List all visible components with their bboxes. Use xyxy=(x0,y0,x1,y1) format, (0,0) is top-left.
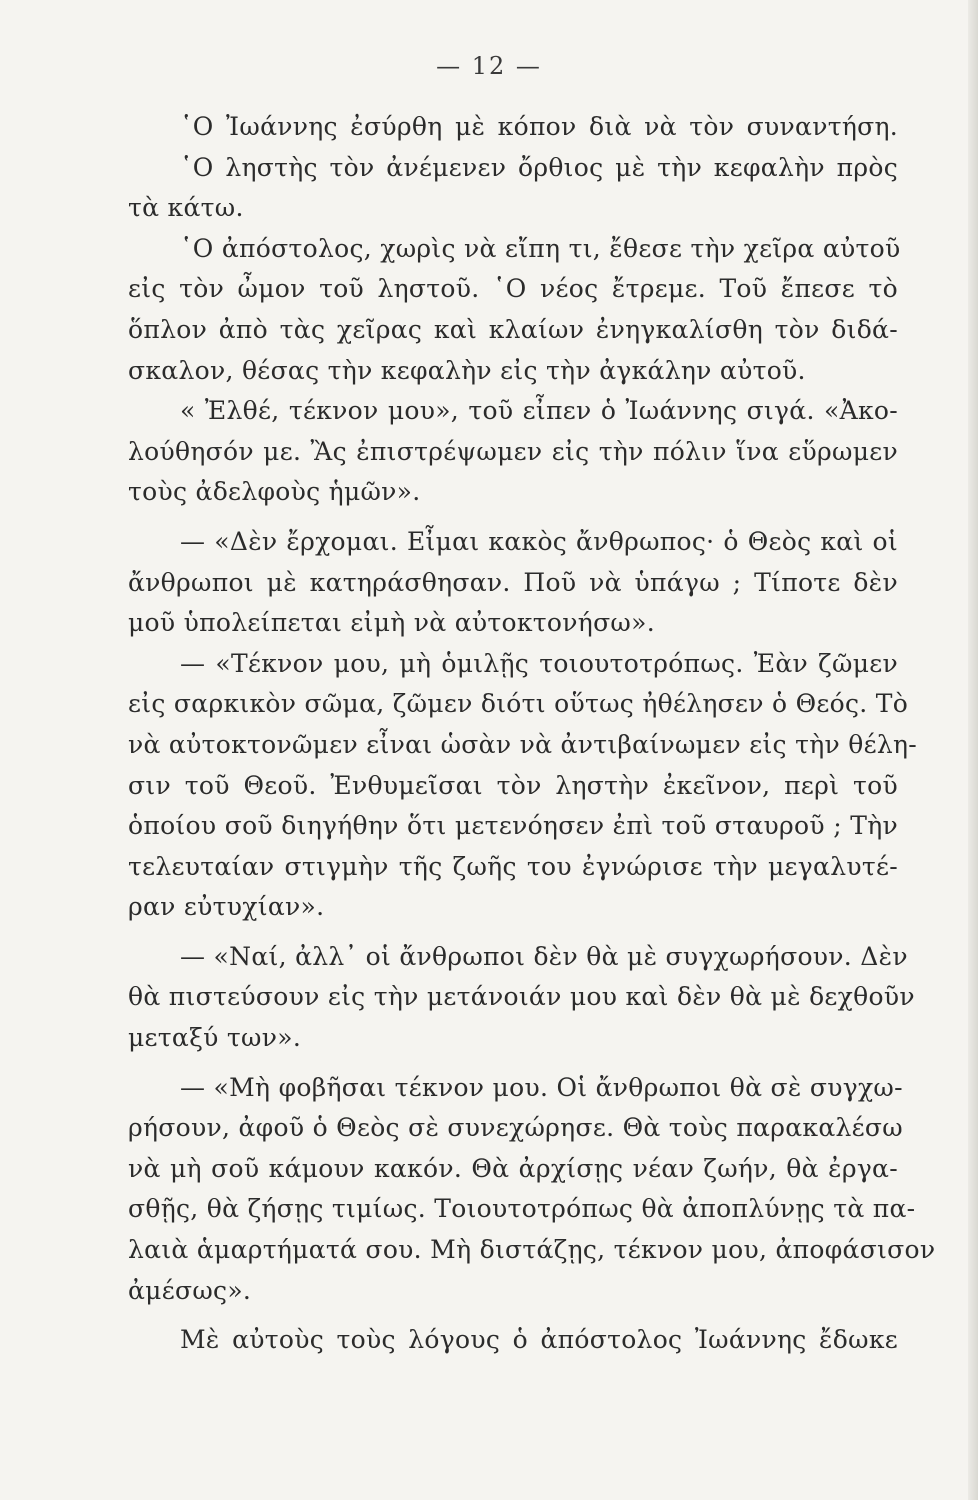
text-line: — «Δὲν ἔρχομαι. Εἶμαι κακὸς ἄνθρωπος· ὁ Θεὸς καὶ οἱ xyxy=(180,526,898,556)
text-line: ῾Ο ἀπόστολος, χωρὶς νὰ εἴπη τι, ἔθεσε τὴν χεῖρα αὐτοῦ xyxy=(180,233,901,263)
text-line: εἰς σαρκικὸν σῶμα, ζῶμεν διότι οὕτως ἠθέλησεν ὁ Θεός. Τὸ xyxy=(128,689,909,719)
text-line: ρήσουν, ἀφοῦ ὁ Θεὸς σὲ συνεχώρησε. Θὰ τοὺς παρακαλέσω xyxy=(128,1113,903,1143)
text-line: νὰ αὐτοκτονῶμεν εἶναι ὡσὰν νὰ ἀντιβαίνωμεν εἰς τὴν θέλη- xyxy=(128,729,918,759)
page-edge xyxy=(968,0,978,1500)
text-line: — «Ναί, ἀλλ᾽ οἱ ἄνθρωποι δὲν θὰ μὲ συγχωρήσουν. Δὲν xyxy=(180,941,908,971)
text-line: — «Μὴ φοβῆσαι τέκνον μου. Οἱ ἄνθρωποι θὰ σὲ συγχω- xyxy=(180,1072,903,1102)
text-line: μοῦ ὑπολείπεται εἰμὴ νὰ αὐτοκτονήσω». xyxy=(128,608,655,638)
text-line: θὰ πιστεύσουν εἰς τὴν μετάνοιάν μου καὶ δὲν θὰ μὲ δεχθοῦν xyxy=(128,982,915,1012)
body-text xyxy=(128,107,936,1361)
text-line: ῾Ο Ἰωάννης ἐσύρθη μὲ κόπον διὰ νὰ τὸν συναντήση. xyxy=(180,112,898,141)
text-line: — «Τέκνον μου, μὴ ὁμιλῇς τοιουτοτρόπως. Ἐὰν ζῶμεν xyxy=(180,648,898,678)
text-line: λούθησόν με. Ἂς ἐπιστρέψωμεν εἰς τὴν πόλιν ἵνα εὕρωμεν xyxy=(128,436,898,466)
text-line: σθῇς, θὰ ζήσῃς τιμίως. Τοιουτοτρόπως θὰ ἀποπλύνῃς τὰ πα- xyxy=(128,1194,916,1224)
text-line: « Ἐλθέ, τέκνον μου», τοῦ εἶπεν ὁ Ἰωάννης σιγά. «Ἀκο- xyxy=(180,396,898,426)
text-line: σιν τοῦ Θεοῦ. Ἐνθυμεῖσαι τὸν ληστὴν ἐκεῖνον, περὶ τοῦ xyxy=(128,770,898,800)
text-line: μεταξύ των». xyxy=(128,1023,302,1053)
text-line: ἀμέσως». xyxy=(128,1275,252,1305)
text-line: ὅπλον ἀπὸ τὰς χεῖρας καὶ κλαίων ἐνηγκαλίσθη τὸν διδά- xyxy=(128,314,898,344)
text-line: ραν εὐτυχίαν». xyxy=(128,892,325,922)
text-line: τὰ κάτω. xyxy=(128,193,244,223)
page-number: — 12 — xyxy=(436,52,542,80)
text-line: Μὲ αὐτοὺς τοὺς λόγους ὁ ἀπόστολος Ἰωάννης ἔδωκε xyxy=(180,1325,898,1355)
text-line: ῾Ο ληστὴς τὸν ἀνέμενεν ὄρθιος μὲ τὴν κεφαλὴν πρὸς xyxy=(180,152,898,182)
text-line: σκαλον, θέσας τὴν κεφαλὴν εἰς τὴν ἀγκάλην αὐτοῦ. xyxy=(128,355,806,385)
text-line: ὁποίου σοῦ διηγήθην ὅτι μετενόησεν ἐπὶ τοῦ σταυροῦ ; Τὴν xyxy=(128,811,898,841)
text-line: εἰς τὸν ὦμον τοῦ ληστοῦ. ῾Ο νέος ἔτρεμε. Τοῦ ἔπεσε τὸ xyxy=(128,274,898,304)
text-line: τελευταίαν στιγμὴν τῆς ζωῆς του ἐγνώρισε τὴν μεγαλυτέ- xyxy=(128,851,898,881)
text-line: τοὺς ἀδελφοὺς ἡμῶν». xyxy=(128,477,421,507)
text-line: λαιὰ ἁμαρτήματά σου. Μὴ διστάζῃς, τέκνον μου, ἀποφάσισον xyxy=(128,1235,936,1265)
text-line: ἄνθρωποι μὲ κατηράσθησαν. Ποῦ νὰ ὑπάγω ; Τίποτε δὲν xyxy=(128,567,898,597)
text-line: νὰ μὴ σοῦ κάμουν κακόν. Θὰ ἀρχίσῃς νέαν ζωήν, θὰ ἐργα- xyxy=(128,1153,898,1183)
